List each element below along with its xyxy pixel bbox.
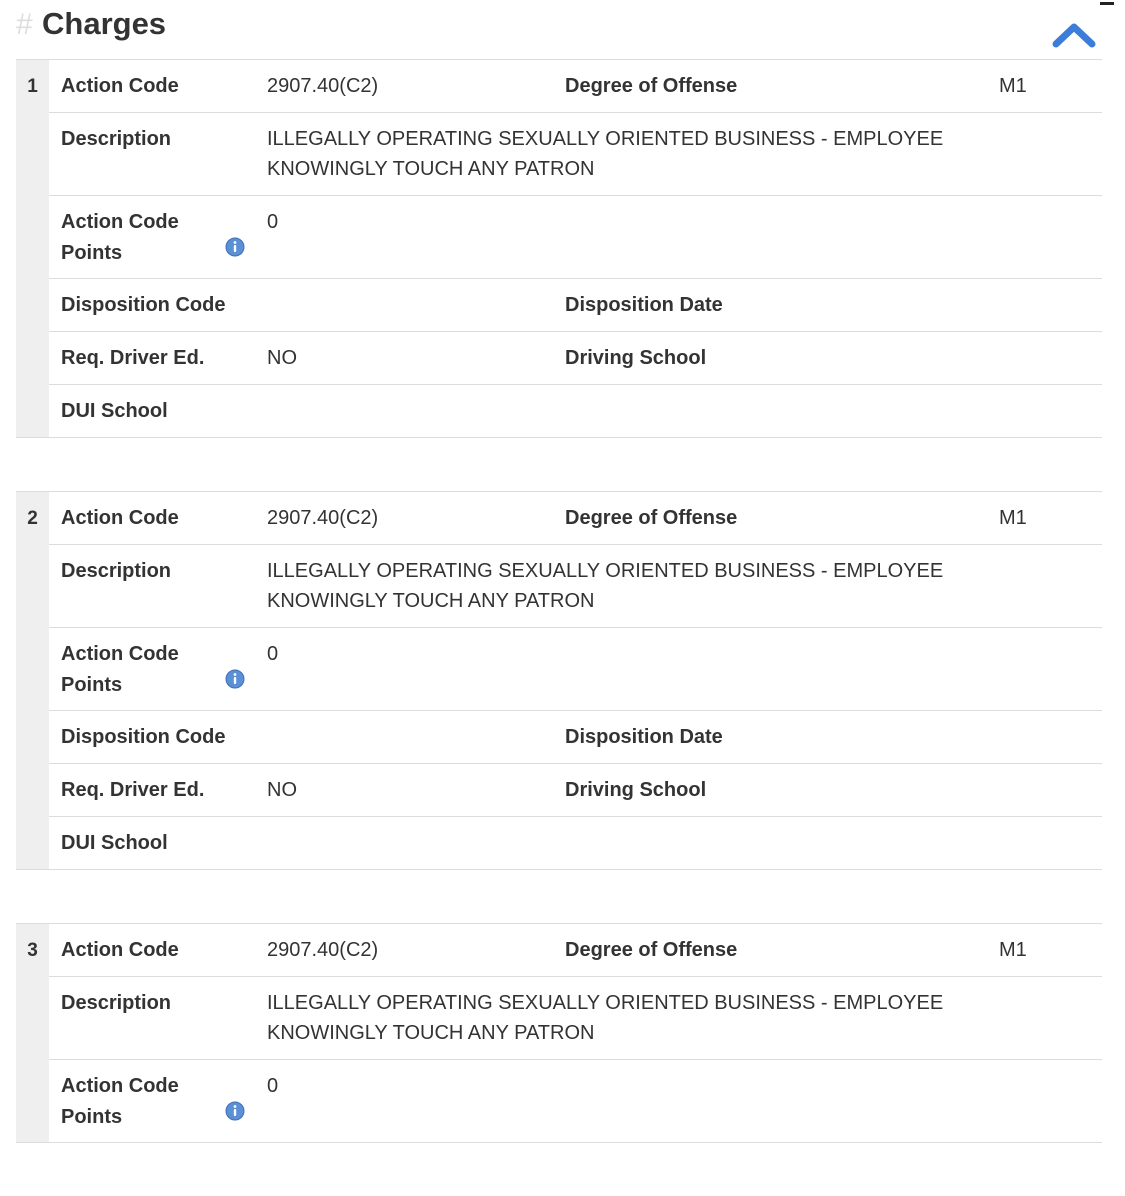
charge-item <box>16 59 1102 438</box>
driving-school-label: Driving School <box>565 779 707 801</box>
req-driver-ed-label: Req. Driver Ed. <box>61 779 205 801</box>
action-code-label: Action Code <box>61 75 179 97</box>
charge-details <box>49 924 1102 1142</box>
description-label: Description <box>61 992 172 1014</box>
action-code-points-label: Action Code Points <box>61 643 179 696</box>
row-action-code-points <box>49 627 1102 710</box>
req-driver-ed-value: NO <box>267 779 297 801</box>
description-value: ILLEGALLY OPERATING SEXUALLY ORIENTED BUSINESS - EMPLOYEE KNOWINGLY TOUCH ANY PATRON <box>267 992 944 1044</box>
description-value: ILLEGALLY OPERATING SEXUALLY ORIENTED BUSINESS - EMPLOYEE KNOWINGLY TOUCH ANY PATRON <box>267 128 944 180</box>
row-disposition <box>49 278 1102 331</box>
disposition-code-label: Disposition Code <box>61 726 226 748</box>
row-dui-school <box>49 816 1102 869</box>
degree-of-offense-value: M1 <box>999 75 1027 97</box>
row-driver-ed <box>49 331 1102 384</box>
degree-of-offense-value: M1 <box>999 507 1027 529</box>
row-action-code-points <box>49 195 1102 278</box>
row-action-code-points <box>49 1059 1102 1142</box>
degree-of-offense-label: Degree of Offense <box>565 75 738 97</box>
action-code-points-label: Action Code Points <box>61 1075 179 1128</box>
info-icon[interactable] <box>225 236 245 256</box>
degree-of-offense-label: Degree of Offense <box>565 507 738 529</box>
req-driver-ed-value: NO <box>267 347 297 369</box>
chevron-up-icon[interactable] <box>1052 18 1096 50</box>
disposition-date-label: Disposition Date <box>565 294 723 316</box>
row-action-code <box>49 60 1102 112</box>
disposition-code-label: Disposition Code <box>61 294 226 316</box>
action-code-label: Action Code <box>61 939 179 961</box>
info-icon[interactable] <box>225 668 245 688</box>
action-code-points-value: 0 <box>267 1075 279 1097</box>
section-header <box>16 0 1106 56</box>
info-icon[interactable] <box>225 1100 245 1120</box>
row-description <box>49 976 1102 1059</box>
degree-of-offense-value: M1 <box>999 939 1027 961</box>
charge-number: 1 <box>16 60 49 437</box>
section-title: Charges <box>42 6 167 41</box>
row-driver-ed <box>49 763 1102 816</box>
row-dui-school <box>49 384 1102 437</box>
action-code-value: 2907.40(C2) <box>267 75 379 97</box>
charge-number: 2 <box>16 492 49 869</box>
action-code-points-value: 0 <box>267 643 279 665</box>
driving-school-label: Driving School <box>565 347 707 369</box>
row-description <box>49 112 1102 195</box>
dui-school-label: DUI School <box>61 400 168 422</box>
charge-number: 3 <box>16 924 49 1142</box>
dui-school-label: DUI School <box>61 832 168 854</box>
row-action-code <box>49 492 1102 544</box>
charges-list <box>16 59 1102 1196</box>
row-disposition <box>49 710 1102 763</box>
description-value: ILLEGALLY OPERATING SEXUALLY ORIENTED BUSINESS - EMPLOYEE KNOWINGLY TOUCH ANY PATRON <box>267 560 944 612</box>
degree-of-offense-label: Degree of Offense <box>565 939 738 961</box>
action-code-value: 2907.40(C2) <box>267 507 379 529</box>
description-label: Description <box>61 128 172 150</box>
description-label: Description <box>61 560 172 582</box>
row-action-code <box>49 924 1102 976</box>
charge-details <box>49 60 1102 437</box>
anchor-hash[interactable]: # <box>16 8 33 41</box>
action-code-points-label: Action Code Points <box>61 211 179 264</box>
minimize-icon[interactable] <box>1100 2 1114 5</box>
disposition-date-label: Disposition Date <box>565 726 723 748</box>
req-driver-ed-label: Req. Driver Ed. <box>61 347 205 369</box>
action-code-value: 2907.40(C2) <box>267 939 379 961</box>
charge-details <box>49 492 1102 869</box>
action-code-points-value: 0 <box>267 211 279 233</box>
charge-item <box>16 923 1102 1143</box>
charge-item <box>16 491 1102 870</box>
row-description <box>49 544 1102 627</box>
action-code-label: Action Code <box>61 507 179 529</box>
